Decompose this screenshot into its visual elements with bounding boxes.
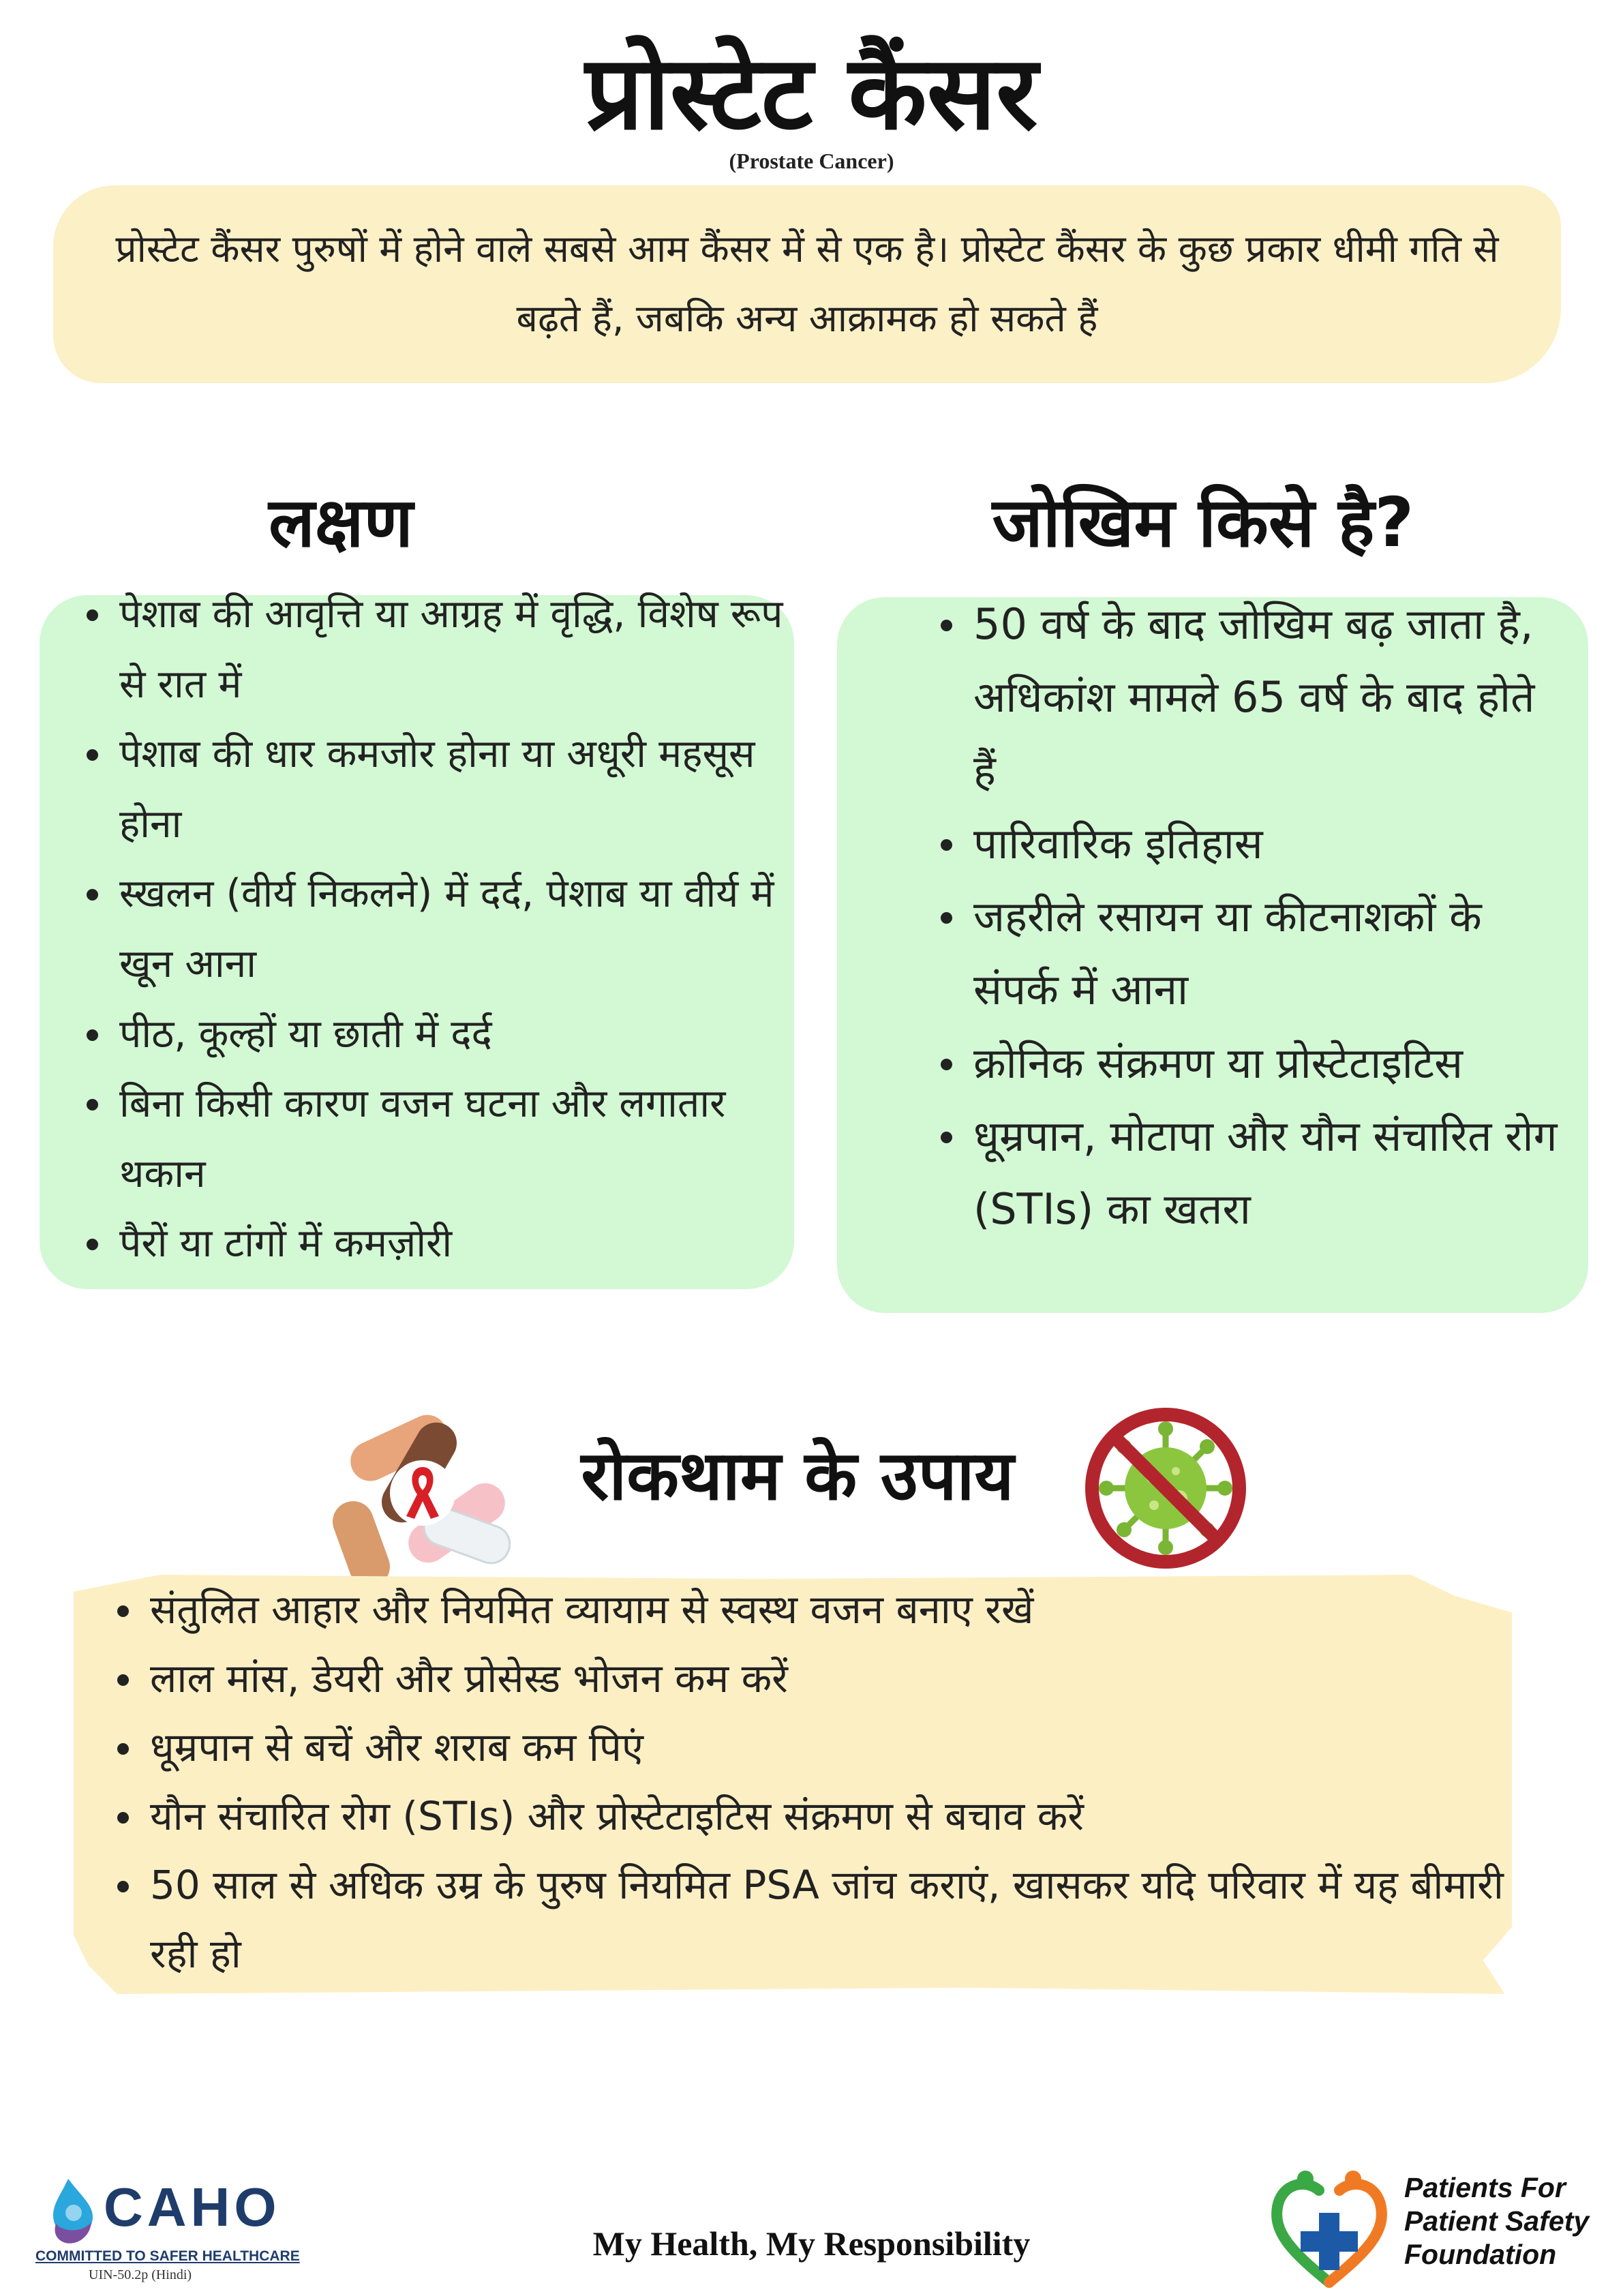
- list-item: 50 साल से अधिक उम्र के पुरुष नियमित PSA जांच कराएं, खासकर यदि परिवार में यह बीमारी रही हो: [109, 1851, 1513, 1989]
- no-virus-icon: [1080, 1403, 1251, 1573]
- list-item: क्रोनिक संक्रमण या प्रोस्टेटाइटिस: [932, 1027, 1566, 1100]
- intro-box: [53, 185, 1561, 383]
- list-item: 50 वर्ष के बाद जोखिम बढ़ जाता है, अधिकांश मामले 65 वर्ष के बाद होते हैं: [932, 588, 1566, 807]
- list-item: जहरीले रसायन या कीटनाशकों के संपर्क में आना: [932, 880, 1566, 1027]
- risk-heading: जोखिम किसे है?: [992, 483, 1414, 562]
- pfps-line-1: Patients For: [1404, 2172, 1566, 2203]
- page-subtitle: (Prostate Cancer): [729, 149, 894, 173]
- list-item: बिना किसी कारण वजन घटना और लगातार थकान: [78, 1069, 787, 1209]
- list-item: संतुलित आहार और नियमित व्यायाम से स्वस्थ वजन बनाए रखें: [109, 1575, 1513, 1644]
- list-item: पेशाब की धार कमजोर होना या अधूरी महसूस होना: [78, 719, 787, 859]
- hands-ribbon-icon: [320, 1391, 525, 1595]
- prevention-heading: रोकथाम के उपाय: [581, 1436, 1014, 1515]
- page-title: प्रोस्टेट कैंसर: [585, 34, 1038, 153]
- list-item: लाल मांस, डेयरी और प्रोसेस्ड भोजन कम करें: [109, 1644, 1513, 1713]
- list-item: पेशाब की आवृत्ति या आग्रह में वृद्धि, विशेष रूप से रात में: [78, 579, 787, 719]
- footer-tagline: My Health, My Responsibility: [592, 2224, 1031, 2263]
- caho-name: CAHO: [104, 2177, 281, 2237]
- list-item: धूम्रपान, मोटापा और यौन संचारित रोग (STIs) का खतरा: [932, 1100, 1566, 1246]
- list-item: पैरों या टांगों में कमज़ोरी: [78, 1209, 787, 1279]
- document-code: UIN-50.2p (Hindi): [89, 2267, 192, 2282]
- symptoms-list: [78, 579, 787, 1279]
- pfps-line-3: Foundation: [1404, 2239, 1557, 2271]
- risk-list: [932, 588, 1566, 1245]
- prevention-list: [109, 1575, 1513, 1988]
- list-item: धूम्रपान से बचें और शराब कम पिएं: [109, 1713, 1513, 1782]
- intro-text: प्रोस्टेट कैंसर पुरुषों में होने वाले सबसे आम कैंसर में से एक है। प्रोस्टेट कैंसर के कुछ प्रकार धीमी गति से बढ़ते हैं, जबकि अन्य आक्रामक हो सकते हैं: [115, 227, 1499, 340]
- caho-tagline: COMMITTED TO SAFER HEALTHCARE: [35, 2248, 300, 2264]
- list-item: यौन संचारित रोग (STIs) और प्रोस्टेटाइटिस संक्रमण से बचाव करें: [109, 1782, 1513, 1851]
- list-item: पीठ, कूल्हों या छाती में दर्द: [78, 999, 787, 1070]
- pfps-line-2: Patient Safety: [1404, 2205, 1590, 2237]
- list-item: स्खलन (वीर्य निकलने) में दर्द, पेशाब या वीर्य में खून आना: [78, 859, 787, 999]
- pfps-heart-logo-icon: [1264, 2166, 1394, 2289]
- list-item: पारिवारिक इतिहास: [932, 807, 1566, 880]
- symptoms-heading: लक्षण: [269, 483, 413, 562]
- pfps-name: [1404, 2171, 1589, 2272]
